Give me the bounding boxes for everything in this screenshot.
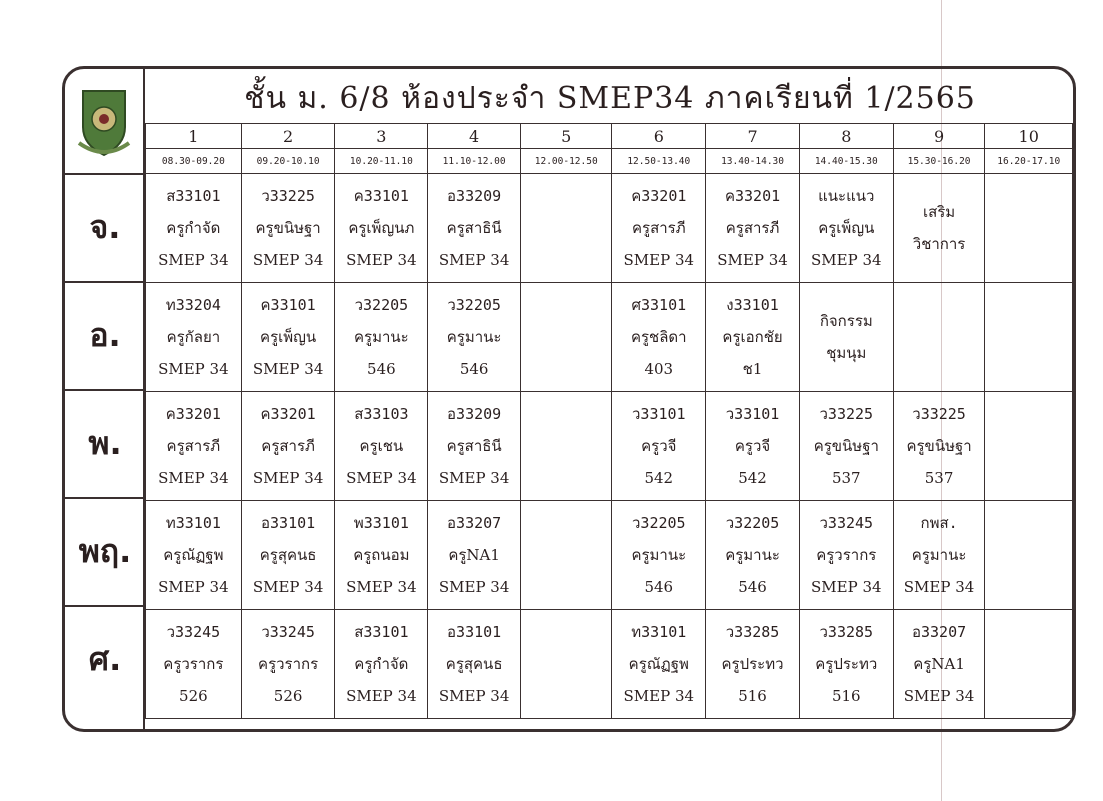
period-time: 10.20-11.10 bbox=[335, 149, 428, 174]
period-number: 9 bbox=[893, 124, 985, 149]
schedule-cell bbox=[985, 392, 1073, 501]
subject-code: ศ33101 bbox=[631, 296, 687, 314]
schedule-cell bbox=[428, 501, 521, 610]
schedule-cell bbox=[612, 610, 706, 719]
subject-teacher: ครูเพ็ญน bbox=[818, 219, 875, 237]
table-row bbox=[146, 283, 1073, 392]
period-time: 12.50-13.40 bbox=[612, 149, 706, 174]
schedule-cell bbox=[428, 174, 521, 283]
subject-teacher: ครูกัลยา bbox=[166, 328, 221, 346]
schedule-cell bbox=[428, 283, 521, 392]
schedule-cell bbox=[241, 392, 335, 501]
subject-code: ว33245 bbox=[819, 514, 874, 532]
schedule-cell bbox=[799, 283, 893, 392]
subject-code: ท33101 bbox=[165, 514, 221, 532]
subject-teacher: ครูประทว bbox=[721, 655, 784, 673]
subject-teacher: ครูมานะ bbox=[354, 328, 409, 346]
schedule-cell bbox=[893, 392, 985, 501]
subject-code: อ33209 bbox=[447, 187, 502, 205]
subject-teacher: ครูประทว bbox=[815, 655, 878, 673]
schedule-cell bbox=[428, 392, 521, 501]
schedule-cell bbox=[799, 392, 893, 501]
schedule-cell bbox=[335, 283, 428, 392]
subject-code: ว33245 bbox=[166, 623, 221, 641]
subject-room: SMEP 34 bbox=[811, 578, 882, 596]
subject-room: SMEP 34 bbox=[346, 469, 417, 487]
subject-teacher: ครูกำจัด bbox=[354, 655, 409, 673]
school-emblem-icon bbox=[73, 83, 135, 163]
subject-room: 546 bbox=[459, 360, 489, 378]
subject-code: พ33101 bbox=[353, 514, 409, 532]
schedule-cell bbox=[893, 501, 985, 610]
schedule-cell bbox=[799, 174, 893, 283]
subject-teacher: ครูขนิษฐา bbox=[906, 437, 972, 455]
subject-teacher: ครูกำจัด bbox=[166, 219, 221, 237]
subject-room: ช1 bbox=[742, 360, 763, 378]
subject-teacher: ครูสาธินี bbox=[446, 219, 502, 237]
timetable-sheet bbox=[62, 66, 1076, 732]
schedule-cell bbox=[706, 610, 800, 719]
subject-code: ง33101 bbox=[726, 296, 779, 314]
subject-teacher: ครูเพ็ญน bbox=[260, 328, 317, 346]
period-number: 4 bbox=[428, 124, 521, 149]
subject-room: 526 bbox=[179, 687, 208, 705]
period-number: 5 bbox=[521, 124, 612, 149]
subject-room: SMEP 34 bbox=[158, 360, 229, 378]
period-number: 2 bbox=[241, 124, 335, 149]
period-time: 09.20-10.10 bbox=[241, 149, 335, 174]
subject-room: SMEP 34 bbox=[252, 469, 324, 487]
schedule-cell bbox=[612, 283, 706, 392]
schedule-cell bbox=[799, 501, 893, 610]
table-row bbox=[146, 610, 1073, 719]
subject-room: SMEP 34 bbox=[903, 578, 975, 596]
subject-code: อ33101 bbox=[447, 623, 502, 641]
divider bbox=[65, 605, 145, 607]
subject-code: กิจกรรม bbox=[819, 312, 873, 330]
subject-teacher: ครูNA1 bbox=[913, 655, 965, 673]
subject-room: SMEP 34 bbox=[438, 251, 510, 269]
subject-code: ส33103 bbox=[354, 405, 409, 423]
subject-code: ว33101 bbox=[725, 405, 780, 423]
subject-room: SMEP 34 bbox=[346, 687, 417, 705]
subject-teacher: ครูเอกชัย bbox=[722, 328, 783, 346]
divider bbox=[65, 173, 145, 175]
schedule-cell bbox=[335, 610, 428, 719]
schedule-cell bbox=[521, 283, 612, 392]
schedule-cell bbox=[335, 392, 428, 501]
subject-teacher: ครูสารภี bbox=[631, 219, 686, 237]
period-time: 12.00-12.50 bbox=[521, 149, 612, 174]
subject-room: 546 bbox=[738, 578, 767, 596]
subject-code: ส33101 bbox=[166, 187, 221, 205]
subject-room: SMEP 34 bbox=[158, 469, 229, 487]
subject-code: เสริม bbox=[922, 203, 956, 221]
divider bbox=[65, 281, 145, 283]
subject-room: SMEP 34 bbox=[438, 578, 510, 596]
subject-teacher: ครูNA1 bbox=[448, 546, 500, 564]
subject-teacher: ครูสุคนธ bbox=[445, 655, 503, 673]
period-time: 16.20-17.10 bbox=[985, 149, 1073, 174]
subject-teacher: ครูณัฏฐพ bbox=[628, 655, 689, 673]
schedule-cell bbox=[335, 174, 428, 283]
period-number: 7 bbox=[706, 124, 800, 149]
subject-code: อ33209 bbox=[447, 405, 502, 423]
subject-code: ท33204 bbox=[165, 296, 221, 314]
page-title: ชั้น ม. 6/8 ห้องประจำ SMEP34 ภาคเรียนที่ 1/2565 bbox=[244, 81, 976, 116]
period-time: 08.30-09.20 bbox=[146, 149, 242, 174]
schedule-cell bbox=[985, 610, 1073, 719]
subject-code: ว33285 bbox=[819, 623, 874, 641]
subject-teacher: ครูวรากร bbox=[816, 546, 877, 564]
subject-teacher: ครูวจี bbox=[641, 437, 677, 455]
period-number: 6 bbox=[612, 124, 706, 149]
subject-room: 516 bbox=[738, 687, 767, 705]
subject-room: 516 bbox=[831, 687, 861, 705]
subject-room: SMEP 34 bbox=[903, 687, 975, 705]
subject-room: SMEP 34 bbox=[158, 578, 229, 596]
day-label-thu: พฤ. bbox=[78, 531, 132, 570]
subject-teacher: วิชาการ bbox=[912, 235, 966, 253]
period-header-row bbox=[146, 124, 1073, 149]
schedule-cell bbox=[146, 501, 242, 610]
schedule-cell bbox=[612, 392, 706, 501]
day-column bbox=[65, 173, 145, 713]
schedule-cell bbox=[428, 610, 521, 719]
schedule-cell bbox=[893, 610, 985, 719]
subject-teacher: ครูขนิษฐา bbox=[813, 437, 879, 455]
schedule-cell bbox=[146, 610, 242, 719]
subject-room: SMEP 34 bbox=[438, 687, 510, 705]
subject-teacher: ครูถนอม bbox=[353, 546, 410, 564]
subject-code: ว33285 bbox=[725, 623, 780, 641]
subject-code: ค33201 bbox=[631, 187, 687, 205]
subject-code: ท33101 bbox=[631, 623, 687, 641]
subject-code: ค33101 bbox=[260, 296, 316, 314]
subject-room: SMEP 34 bbox=[717, 251, 788, 269]
table-row bbox=[146, 501, 1073, 610]
schedule-cell bbox=[706, 174, 800, 283]
schedule-cell bbox=[706, 501, 800, 610]
subject-code: อ33207 bbox=[911, 623, 967, 641]
subject-code: อ33101 bbox=[261, 514, 316, 532]
subject-teacher: ครูสารภี bbox=[261, 437, 315, 455]
period-number: 10 bbox=[985, 124, 1073, 149]
subject-room: 537 bbox=[831, 469, 861, 487]
subject-room: 403 bbox=[644, 360, 674, 378]
subject-room: SMEP 34 bbox=[346, 578, 417, 596]
subject-teacher: ครูเชน bbox=[359, 437, 404, 455]
schedule-cell bbox=[241, 174, 335, 283]
subject-code: แนะแนว bbox=[818, 187, 875, 205]
subject-teacher: ครูขนิษฐา bbox=[255, 219, 321, 237]
subject-code: ค33101 bbox=[353, 187, 409, 205]
schedule-cell bbox=[893, 174, 985, 283]
subject-teacher: ชุมนุม bbox=[826, 344, 867, 362]
subject-code: อ33207 bbox=[447, 514, 502, 532]
subject-room: SMEP 34 bbox=[252, 578, 324, 596]
subject-code: ว32205 bbox=[725, 514, 780, 532]
subject-teacher: ครูมานะ bbox=[911, 546, 967, 564]
day-label-tue: อ. bbox=[89, 315, 121, 354]
subject-room: SMEP 34 bbox=[346, 251, 417, 269]
table-row bbox=[146, 392, 1073, 501]
subject-teacher: ครูชลิดา bbox=[630, 328, 687, 346]
period-time-row bbox=[146, 149, 1073, 174]
schedule-cell bbox=[612, 174, 706, 283]
schedule-cell bbox=[706, 283, 800, 392]
subject-code: ว32205 bbox=[354, 296, 409, 314]
divider bbox=[65, 389, 145, 391]
schedule-cell bbox=[146, 283, 242, 392]
subject-code: ว32205 bbox=[632, 514, 686, 532]
subject-teacher: ครูวรากร bbox=[163, 655, 224, 673]
period-time: 14.40-15.30 bbox=[799, 149, 893, 174]
timetable-grid bbox=[145, 123, 1073, 719]
subject-code: ค33201 bbox=[165, 405, 221, 423]
schedule-cell bbox=[985, 283, 1073, 392]
schedule-cell bbox=[521, 501, 612, 610]
schedule-cell bbox=[521, 174, 612, 283]
subject-teacher: ครูณัฏฐพ bbox=[163, 546, 224, 564]
schedule-cell bbox=[146, 174, 242, 283]
subject-teacher: ครูสารภี bbox=[725, 219, 780, 237]
schedule-cell bbox=[612, 501, 706, 610]
day-label-wed: พ. bbox=[88, 423, 122, 462]
subject-code: ค33201 bbox=[724, 187, 781, 205]
subject-teacher: ครูมานะ bbox=[446, 328, 502, 346]
period-time: 15.30-16.20 bbox=[893, 149, 985, 174]
schedule-cell bbox=[241, 283, 335, 392]
schedule-cell bbox=[799, 610, 893, 719]
schedule-cell bbox=[985, 174, 1073, 283]
subject-code: ส33101 bbox=[354, 623, 409, 641]
subject-room: SMEP 34 bbox=[623, 251, 695, 269]
period-time: 11.10-12.00 bbox=[428, 149, 521, 174]
schedule-cell bbox=[521, 610, 612, 719]
schedule-cell bbox=[335, 501, 428, 610]
subject-teacher: ครูมานะ bbox=[631, 546, 687, 564]
schedule-cell bbox=[241, 501, 335, 610]
subject-code: ว33245 bbox=[261, 623, 315, 641]
day-label-mon: จ. bbox=[89, 207, 121, 246]
table-row bbox=[146, 174, 1073, 283]
subject-teacher: ครูสารภี bbox=[166, 437, 221, 455]
subject-code: ว33225 bbox=[912, 405, 966, 423]
subject-code: ค33201 bbox=[260, 405, 316, 423]
subject-teacher: ครูเพ็ญนภ bbox=[348, 219, 415, 237]
subject-code: ว33225 bbox=[261, 187, 315, 205]
subject-code: ว33101 bbox=[632, 405, 686, 423]
schedule-cell bbox=[706, 392, 800, 501]
subject-room: SMEP 34 bbox=[623, 687, 695, 705]
subject-room: SMEP 34 bbox=[438, 469, 510, 487]
subject-code: ว33225 bbox=[819, 405, 874, 423]
subject-room: SMEP 34 bbox=[158, 251, 229, 269]
subject-room: 542 bbox=[738, 469, 767, 487]
subject-room: 542 bbox=[644, 469, 674, 487]
subject-room: SMEP 34 bbox=[252, 251, 324, 269]
subject-teacher: ครูวจี bbox=[734, 437, 771, 455]
subject-teacher: ครูวรากร bbox=[258, 655, 319, 673]
period-time: 13.40-14.30 bbox=[706, 149, 800, 174]
divider bbox=[65, 497, 145, 499]
subject-teacher: ครูสุคนธ bbox=[259, 546, 317, 564]
period-number: 1 bbox=[146, 124, 242, 149]
day-label-fri: ศ. bbox=[88, 639, 122, 678]
period-number: 3 bbox=[335, 124, 428, 149]
subject-room: SMEP 34 bbox=[252, 360, 324, 378]
schedule-cell bbox=[146, 392, 242, 501]
subject-code: ว32205 bbox=[447, 296, 501, 314]
schedule-cell bbox=[985, 501, 1073, 610]
subject-room: 537 bbox=[924, 469, 954, 487]
subject-room: 526 bbox=[273, 687, 303, 705]
subject-room: 546 bbox=[367, 360, 396, 378]
period-number: 8 bbox=[799, 124, 893, 149]
schedule-cell bbox=[521, 392, 612, 501]
subject-room: 546 bbox=[644, 578, 674, 596]
subject-room: SMEP 34 bbox=[811, 251, 882, 269]
subject-code: กพส. bbox=[920, 514, 958, 532]
subject-teacher: ครูมานะ bbox=[725, 546, 780, 564]
schedule-cell bbox=[241, 610, 335, 719]
schedule-cell bbox=[893, 283, 985, 392]
subject-teacher: ครูสาธินี bbox=[446, 437, 502, 455]
